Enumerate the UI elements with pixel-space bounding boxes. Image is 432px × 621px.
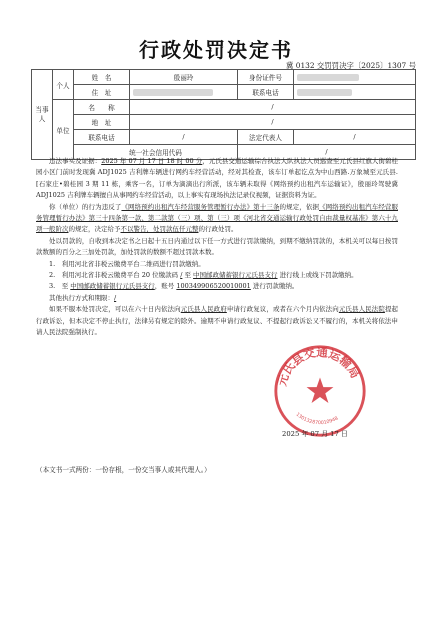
document-number: 冀 0132 交罚罚决字〔2025〕1307 号: [286, 61, 416, 70]
seal-code: 130132870010948: [294, 412, 340, 427]
violation-text-a: 你（单位）的行为违反了: [49, 202, 122, 211]
unit-phone-value: /: [130, 130, 238, 145]
appeal-text-b: 申请行政复议，或者在六个月内依法向: [226, 305, 339, 314]
credit-code-label: 统一社会信用代码: [74, 145, 238, 160]
other-method-text: 其他执行方式和期限：: [49, 293, 114, 302]
violation-text-c: 的规定，决定给予: [68, 225, 121, 234]
party-info-table: [31, 69, 416, 160]
facts-text: ，元氏县交通运输综合执法大队执法人员巡查至元氏县红旗大街碧桂园小区门前时发现冀 ADJ1025 吉利牌车辆进行网约车经营活动，经对其检查，该车订单起讫点为中山西路.万象城至元氏县.[石家庄•碧桂园 3 期 11 栋，乘客一名，订单为滴滴出行所派，该车辆未取得《网络预约出租汽车运输证》，殷丽玲驾驶冀 ADJ1025 吉利牌车辆擅自从事网约车经营活动，以上事实有现场执法记录仪视频，证据资料为证。: [36, 157, 399, 200]
violation-text-b: 的规定，依据: [279, 202, 320, 211]
unit-phone-label: 联系电话: [74, 130, 130, 145]
party-group-label: [32, 70, 53, 160]
footnote: （本文书一式两份：一份存根，一份交当事人或其代理人。）: [36, 466, 211, 474]
method3-text-c: 进行罚款缴纳。: [252, 282, 299, 291]
name-label: 姓 名: [74, 70, 130, 85]
address-label: 住 址: [74, 85, 130, 100]
facts-paragraph: [36, 156, 398, 202]
method2-text-d: 进行线上或线下罚款缴纳。: [279, 271, 358, 280]
id-value-redacted: [294, 70, 416, 85]
document-title: 行政处罚决定书: [139, 38, 293, 62]
phone-label: 联系电话: [238, 85, 294, 100]
appeal-text-a: 如果不服本处罚决定，可以在六十日内依法向: [49, 305, 181, 314]
method3-text-b: ，账号: [154, 282, 175, 291]
seal-text: 元氏县交通运输局: [274, 345, 363, 388]
unit-name-value: /: [130, 100, 416, 115]
violation-paragraph: [36, 202, 398, 236]
party-group-text: 当事人: [35, 105, 49, 123]
basis-law: 《网络预约出租汽车经营服务管理暂行办法》第三十四条第一款、第二款第（三）项、第（三）项《河北省交通运输行政处罚自由裁量权基准》第六十九项一般阶次: [36, 202, 399, 234]
address-value-redacted: [130, 85, 238, 100]
method2-text-c: 至: [184, 271, 191, 280]
method2-bank: 中国邮政储蓄银行元氏县支行: [193, 271, 278, 280]
payment-method-3: [36, 281, 398, 292]
name-value: 殷丽玲: [130, 70, 238, 85]
method3-account: 100349906520010001: [176, 282, 251, 291]
court: 元氏县人民法院: [338, 305, 385, 314]
payment-paragraph: 处以罚款的，自收到本决定书之日起十五日内通过以下任一方式进行罚款缴纳，到期不缴纳罚款的，本机关可以每日按罚款数额的百分之三加处罚款，加处罚款的数额不超过罚款本数。: [36, 236, 398, 257]
review-authority: 元氏县人民政府: [180, 305, 227, 314]
official-seal: [272, 343, 368, 439]
penalty-text: 不以警告，处罚款伍仟元整: [120, 225, 199, 234]
legal-rep-label: 法定代表人: [238, 130, 294, 145]
decision-date: 2025 年 07 月 17 日: [282, 430, 348, 438]
other-method-value: /: [114, 293, 117, 302]
other-method: [36, 293, 398, 304]
violated-law: 《网络预约出租汽车经营服务管理暂行办法》第十三条: [121, 202, 280, 211]
unit-address-value: /: [130, 115, 416, 130]
unit-label: 单位: [53, 100, 74, 160]
appeal-paragraph: [36, 304, 398, 338]
seal-star-icon: [307, 378, 334, 403]
method2-text-a: 2. 利用河北省非税云缴费平台 20 位缴款码: [49, 271, 179, 280]
appeal-text-c: 提起行政诉讼，但本决定不停止执行，法律另有规定的除外。逾期不申请行政复议、不提起行政诉讼又不履行的，本机关将依法申请人民法院强制执行。: [36, 305, 399, 337]
unit-address-label: 地 址: [74, 115, 130, 130]
violation-text-d: 的行政处罚。: [198, 225, 238, 234]
payment-method-1: 1. 利用河北省非税云缴费平台二维码进行罚款缴纳。: [49, 259, 205, 268]
phone-value-redacted: [294, 85, 416, 100]
individual-label: 个人: [53, 70, 74, 100]
method2-code: /: [180, 271, 183, 280]
id-label: 身份证件号: [238, 70, 294, 85]
unit-name-label: 名 称: [74, 100, 130, 115]
method3-bank: 中国邮政储蓄银行元氏县支行: [70, 282, 155, 291]
legal-rep-value: /: [294, 130, 416, 145]
facts-heading: 违法事实及证据：: [49, 157, 102, 165]
decision-body: [36, 156, 398, 339]
payment-method-2: [36, 270, 398, 281]
method3-text-a: 3. 至: [49, 282, 69, 291]
facts-date: 2025 年 07 月 17 日 18 时 00 分: [101, 157, 203, 165]
credit-code-value: /: [238, 145, 416, 160]
redacted-block: [297, 89, 352, 96]
redacted-block: [133, 89, 213, 96]
redacted-block: [297, 74, 359, 81]
